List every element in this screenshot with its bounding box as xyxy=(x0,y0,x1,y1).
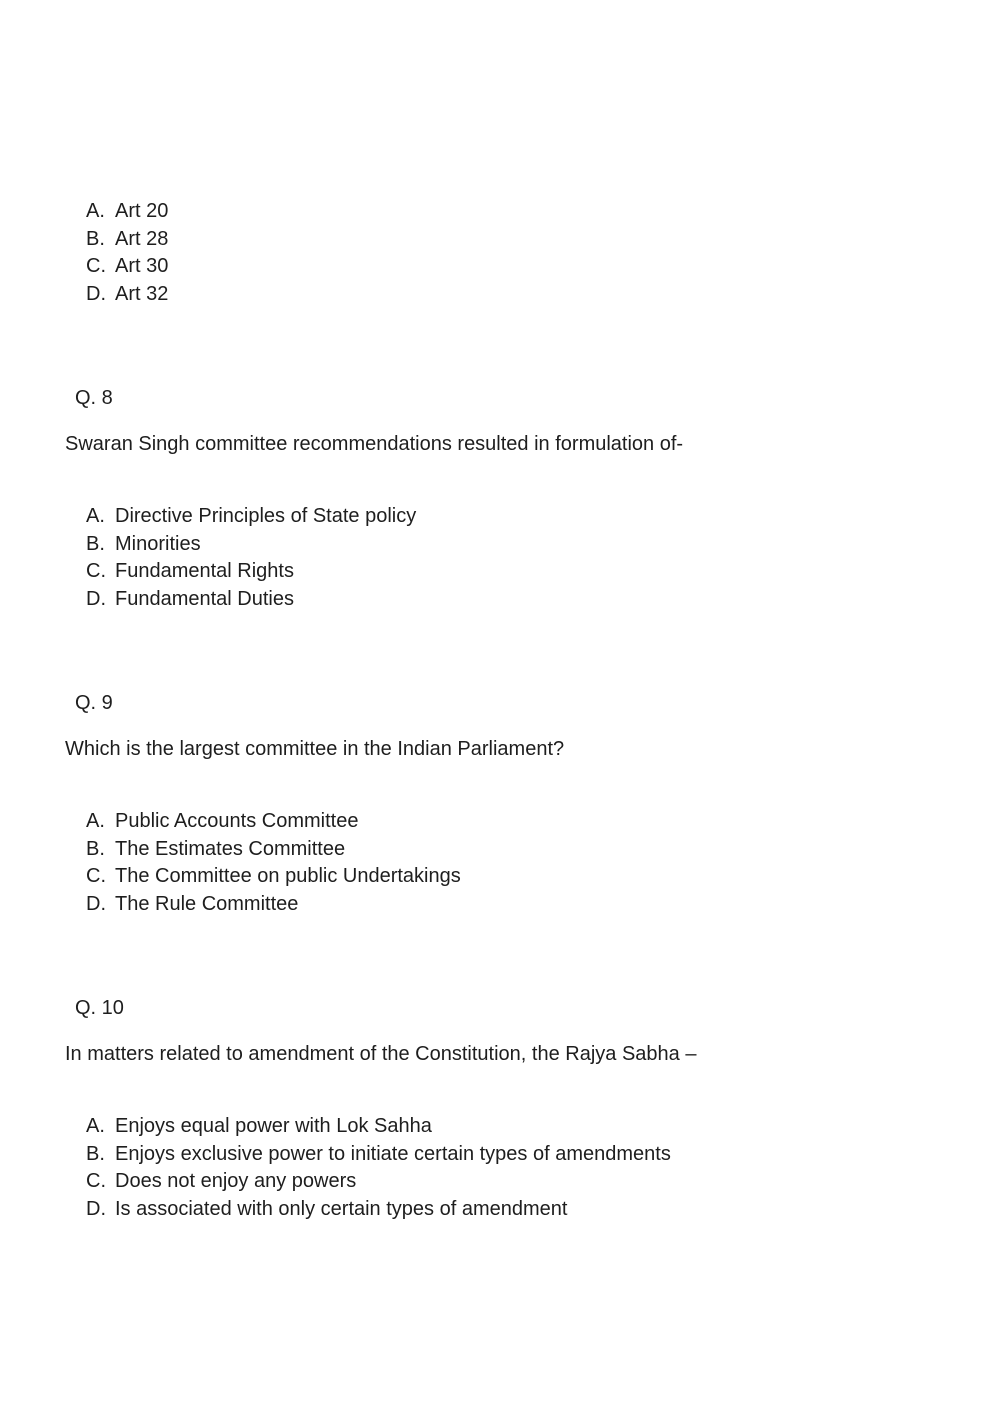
option-letter: B. xyxy=(86,1142,105,1165)
option-letter: A. xyxy=(86,810,105,832)
option-letter: C. xyxy=(86,560,106,582)
option-text: Art 28 xyxy=(115,227,169,250)
question-number: Q. 9 xyxy=(75,692,113,714)
option-text: Enjoys exclusive power to initiate certain types of amendments xyxy=(115,1142,671,1165)
option-text: Is associated with only certain types of amendment xyxy=(115,1197,568,1220)
option-text: Fundamental Rights xyxy=(115,560,294,582)
option-letter: C. xyxy=(86,865,106,887)
option-text: Fundamental Duties xyxy=(115,587,294,610)
question-text: Which is the largest committee in the Indian Parliament? xyxy=(65,738,565,760)
option-letter: D. xyxy=(86,892,106,915)
option-text: Public Accounts Committee xyxy=(115,810,359,832)
option-text: Enjoys equal power with Lok Sahha xyxy=(115,1115,432,1137)
option-text: Does not enjoy any powers xyxy=(115,1170,357,1192)
question-number: Q. 10 xyxy=(75,997,124,1019)
option-letter: A. xyxy=(86,1115,105,1137)
option-text: The Committee on public Undertakings xyxy=(115,865,461,887)
option-text: The Estimates Committee xyxy=(115,837,346,860)
option-letter: A. xyxy=(86,200,105,222)
option-text: Art 30 xyxy=(115,255,169,277)
option-letter: D. xyxy=(86,587,106,610)
option-text: Directive Principles of State policy xyxy=(115,505,417,527)
option-letter: B. xyxy=(86,532,105,555)
option-text: Minorities xyxy=(115,532,201,555)
option-letter: D. xyxy=(86,282,106,305)
option-letter: A. xyxy=(86,505,105,527)
question-text: In matters related to amendment of the Constitution, the Rajya Sabha – xyxy=(65,1043,697,1065)
option-text: Art 32 xyxy=(115,282,169,305)
option-text: Art 20 xyxy=(115,200,169,222)
option-letter: B. xyxy=(86,227,105,250)
option-text: The Rule Committee xyxy=(115,892,299,915)
option-letter: B. xyxy=(86,837,105,860)
option-letter: C. xyxy=(86,1170,106,1192)
option-letter: C. xyxy=(86,255,106,277)
option-letter: D. xyxy=(86,1197,106,1220)
question-text: Swaran Singh committee recommendations resulted in formulation of- xyxy=(65,433,684,455)
question-number: Q. 8 xyxy=(75,387,113,409)
